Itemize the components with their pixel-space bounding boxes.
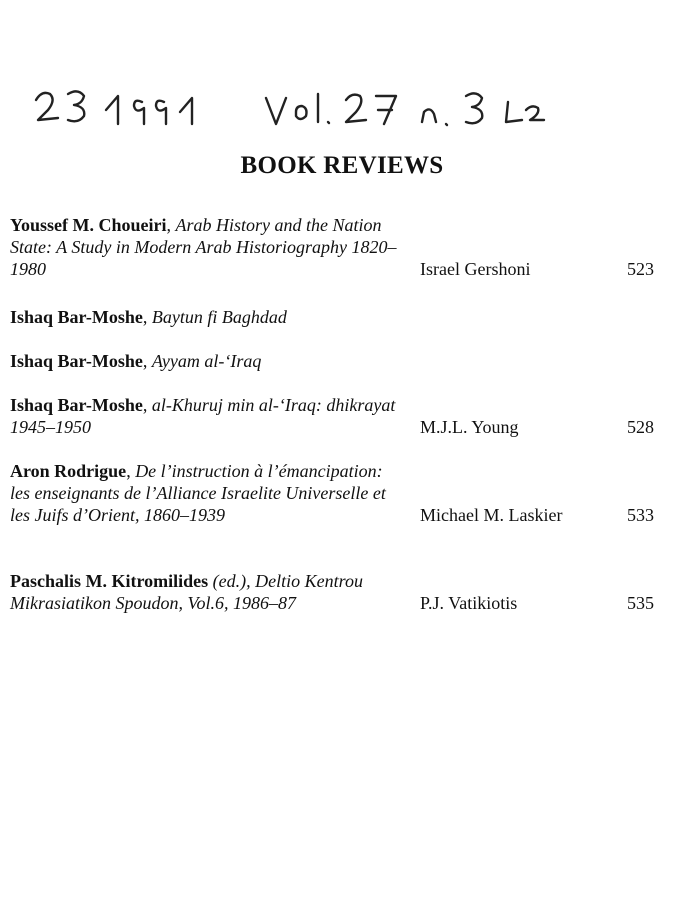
book-author: Ishaq Bar-Moshe xyxy=(10,395,143,415)
review-list xyxy=(10,214,670,613)
citation-separator: , xyxy=(142,351,152,371)
citation-separator: , xyxy=(142,395,152,415)
review-citation xyxy=(10,306,405,328)
page-number: 535 xyxy=(627,593,654,613)
citation-separator: , xyxy=(126,461,136,481)
book-author: Ishaq Bar-Moshe xyxy=(10,307,143,327)
book-title: Ayyam al-‘Iraq xyxy=(151,351,262,371)
book-author: Youssef M. Choueiri xyxy=(10,215,167,235)
citation-separator: , xyxy=(166,215,176,235)
page-number: 533 xyxy=(627,505,654,525)
review-citation xyxy=(10,460,405,526)
book-title: al-Khuruj min al-‘Iraq: dhikrayat 1945–1950 xyxy=(10,395,396,437)
review-citation xyxy=(10,394,405,438)
reviewer-name: Michael M. Laskier xyxy=(420,505,563,525)
reviewer-name: M.J.L. Young xyxy=(420,417,519,437)
book-title: Arab History and the Nation State: A Study in Modern Arab Historiography 1820–1980 xyxy=(10,215,397,279)
review-entry xyxy=(10,460,670,526)
reviewer-name: Israel Gershoni xyxy=(420,259,531,279)
review-citation xyxy=(10,350,405,372)
review-entry xyxy=(10,306,670,328)
review-entry xyxy=(10,350,670,372)
review-citation xyxy=(10,214,405,280)
citation-separator: , xyxy=(142,307,152,327)
handwritten-note xyxy=(30,72,630,142)
review-entry xyxy=(10,214,670,280)
review-entry xyxy=(10,570,670,614)
page-number: 523 xyxy=(627,259,654,279)
review-entry xyxy=(10,394,670,438)
page-title: BOOK REVIEWS xyxy=(240,152,444,179)
book-author: Ishaq Bar-Moshe xyxy=(10,351,143,371)
page-number: 528 xyxy=(627,417,654,437)
review-citation xyxy=(10,570,405,614)
book-author: Aron Rodrigue xyxy=(10,461,127,481)
book-title: De l’instruction à l’émancipation: les enseignants de l’Alliance Israelite Universelle et les Juifs d’Orient, 1860–1939 xyxy=(10,461,386,525)
book-title: Baytun fi Baghdad xyxy=(151,307,287,327)
handwritten-annotation-drawing xyxy=(30,72,630,142)
reviewer-name: P.J. Vatikiotis xyxy=(420,593,518,613)
book-title: (ed.), Deltio Kentrou Mikrasiatikon Spoudon, Vol.6, 1986–87 xyxy=(10,571,363,613)
book-author: Paschalis M. Kitromilides xyxy=(10,571,209,591)
